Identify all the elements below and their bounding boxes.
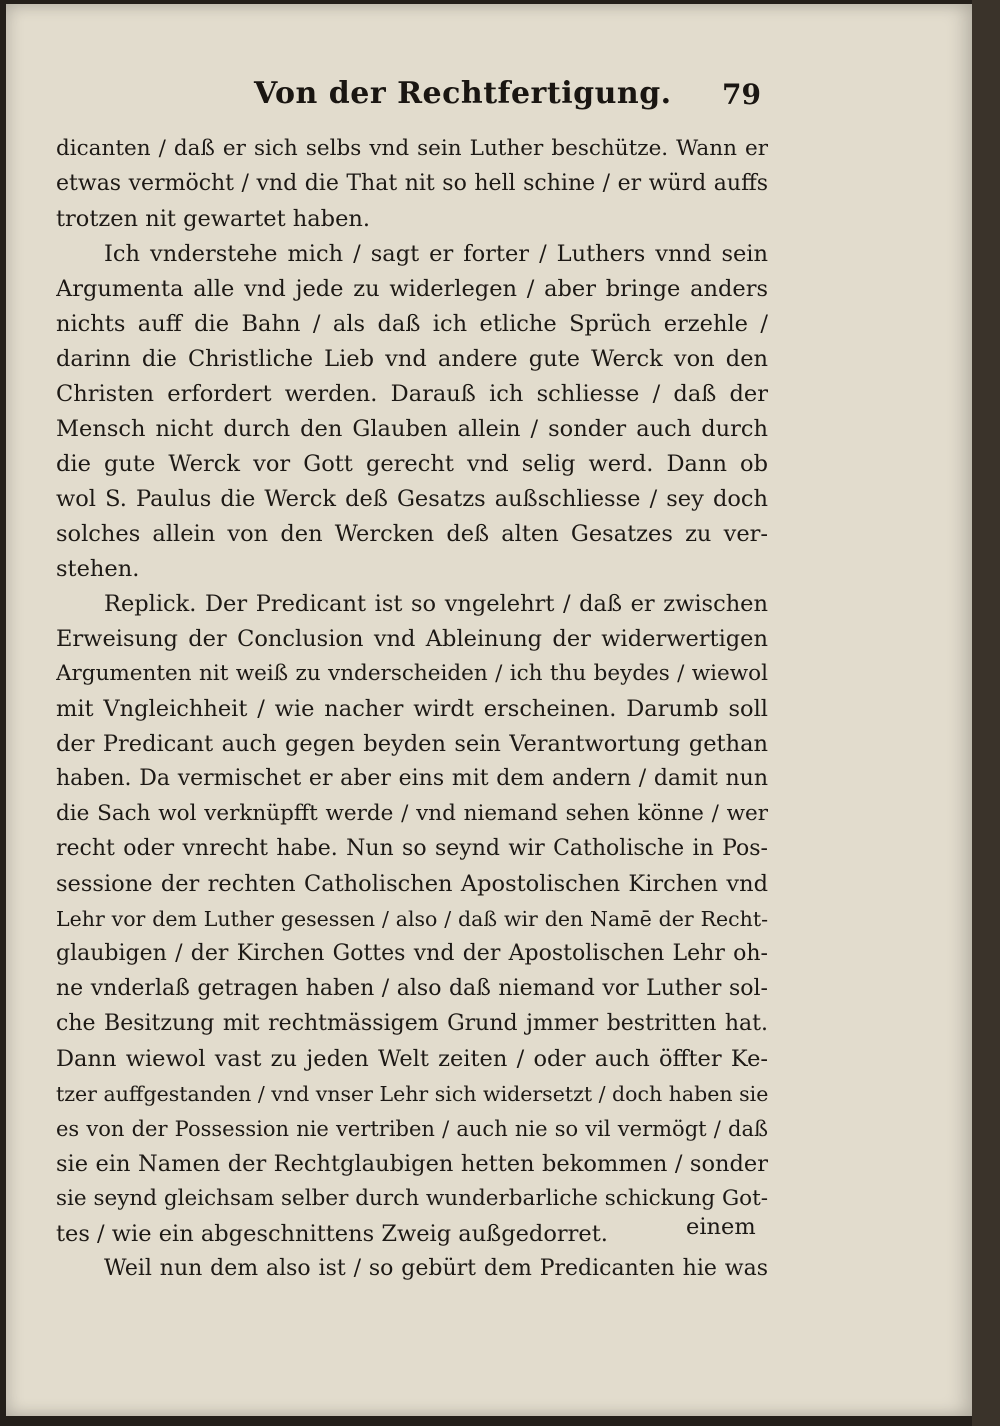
text-line: der Predicant auch gegen beyden sein Verantwortung gethan	[56, 731, 768, 757]
text-line: trotzen nit gewartet haben.	[56, 206, 371, 232]
text-line: die Sach wol verknüpfft werde / vnd niemand sehen könne / wer	[56, 801, 768, 826]
catchword: einem	[686, 1214, 756, 1240]
text-line: glaubigen / der Kirchen Gottes vnd der Apostolischen Lehr oh-	[56, 941, 768, 966]
book-page	[6, 4, 972, 1416]
text-line: darinn die Christliche Lieb vnd andere gute Werck von den	[56, 346, 768, 372]
text-line: tzer auffgestanden / vnd vnser Lehr sich widersetzt / doch haben sie	[56, 1082, 768, 1106]
text-line: Argumenten nit weiß zu vnderscheiden / ich thu beydes / wiewol	[56, 661, 768, 686]
book-edge-shadow	[972, 0, 1000, 1426]
text-line: Christen erfordert werden. Darauß ich schliesse / daß der	[56, 381, 768, 407]
text-line: Erweisung der Conclusion vnd Ableinung der widerwertigen	[56, 626, 768, 652]
text-line: sie seynd gleichsam selber durch wunderbarliche schickung Got-	[56, 1186, 768, 1211]
text-line: Ich vnderstehe mich / sagt er forter / Luthers vnnd sein	[104, 241, 768, 267]
running-title: Von der Rechtfertigung.	[254, 76, 672, 111]
text-line: dicanten / daß er sich selbs vnd sein Luther beschütze. Wann er	[56, 136, 768, 161]
text-line: wol S. Paulus die Werck deß Gesatzs außschliesse / sey doch	[56, 486, 768, 512]
text-line: che Besitzung mit rechtmässigem Grund jmmer bestritten hat.	[56, 1011, 768, 1036]
text-line: etwas vermöcht / vnd die That nit so hell schine / er würd auffs	[56, 171, 768, 196]
text-line: Argumenta alle vnd jede zu widerlegen / aber bringe anders	[56, 276, 768, 302]
text-line: tes / wie ein abgeschnittens Zweig außgedorret.	[56, 1221, 608, 1247]
text-line: Dann wiewol vast zu jeden Welt zeiten / oder auch öffter Ke-	[56, 1046, 768, 1072]
text-line: solches allein von den Wercken deß alten Gesatzes zu ver-	[56, 521, 768, 547]
text-line: recht oder vnrecht habe. Nun so seynd wir Catholische in Pos-	[56, 836, 768, 861]
text-line: ne vnderlaß getragen haben / also daß niemand vor Luther sol-	[56, 976, 768, 1001]
text-line: sie ein Namen der Rechtglaubigen hetten bekommen / sonder	[56, 1151, 768, 1177]
text-line: haben. Da vermischet er aber eins mit dem andern / damit nun	[56, 766, 768, 791]
text-line: Mensch nicht durch den Glauben allein / sonder auch durch	[56, 416, 768, 442]
text-line: stehen.	[56, 556, 140, 582]
text-line: die gute Werck vor Gott gerecht vnd selig werd. Dann ob	[56, 451, 768, 477]
running-head	[6, 76, 972, 126]
text-line: sessione der rechten Catholischen Apostolischen Kirchen vnd	[56, 871, 768, 897]
text-line: Replick. Der Predicant ist so vngelehrt / daß er zwischen	[104, 591, 768, 617]
text-line: Lehr vor dem Luther gesessen / also / daß wir den Namē der Recht-	[56, 907, 768, 931]
text-line: es von der Possession nie vertriben / auch nie so vil vermögt / daß	[56, 1117, 768, 1141]
text-line: Weil nun dem also ist / so gebürt dem Predicanten hie was	[104, 1256, 768, 1281]
text-line: mit Vngleichheit / wie nacher wirdt erscheinen. Darumb soll	[56, 696, 768, 722]
text-line: nichts auff die Bahn / als daß ich etliche Sprüch erzehle /	[56, 311, 768, 337]
page-number: 79	[722, 78, 761, 111]
